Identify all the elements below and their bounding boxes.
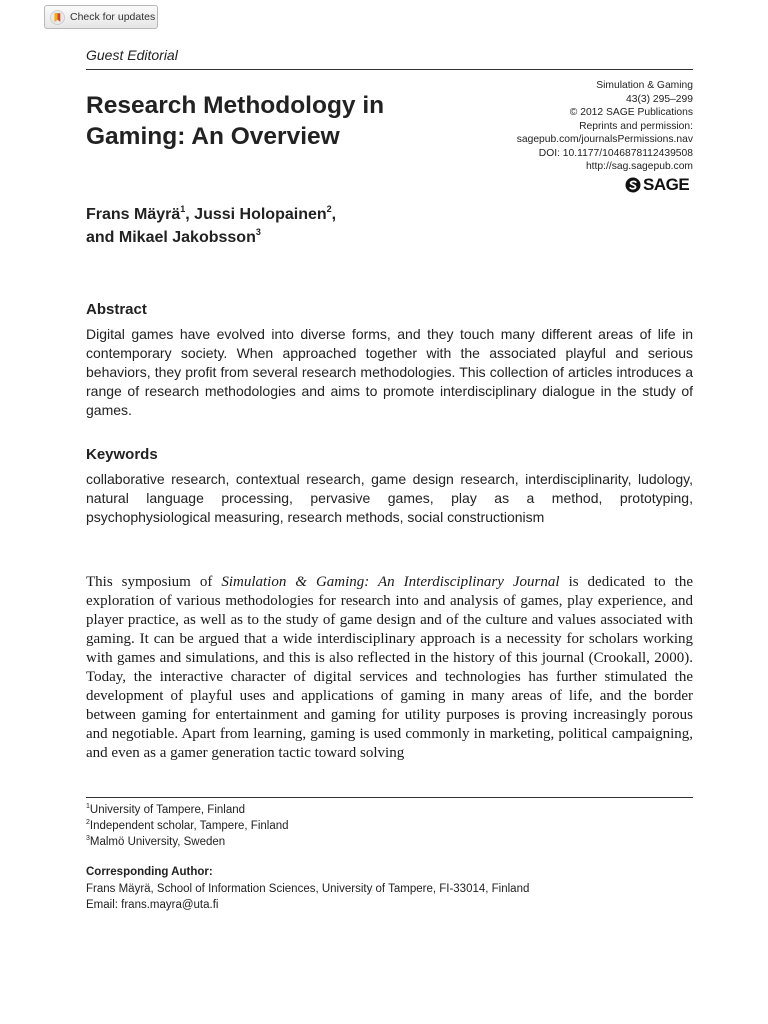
check-for-updates-button[interactable] [44,5,158,29]
body-rest: is dedicated to the exploration of various methodologies for research into and analysis of games, play experience, and player practice, as well as to the study of game design and of the culture and values associated with gaming. It can be argued that a wide interdisciplinary approach is a necessity for scholars working with games and simulations, and this is also reflected in the history of this journal (Crookall, 2000). Today, the interactive character of digital services and technologies has further stimulated the development of playful uses and applications of gaming in many areas of life, and the border between gaming for entertainment and gaming for utility purposes is proving increasingly porous and negotiable. Apart from learning, gaming is used commonly in marketing, political campaigning, and even as a gamer generation tactic toward solving [86,574,693,761]
publication-info [470,79,693,174]
header-rule [86,69,693,70]
affiliation-marker: 2 [326,204,332,214]
check-for-updates-label: Check for updates [70,11,156,23]
keywords-text: collaborative research, contextual research, game design research, interdisciplinarity, ludology, natural language processing, pervasive games, play as a method, prototyping, psychophysiological measuring, research methods, social constructionism [86,471,693,525]
publisher-logo [625,175,689,195]
footnote-number: 3 [86,835,90,842]
footnote-text: University of Tampere, Finland [89,804,246,816]
author-name: Jussi Holopainen [194,206,327,223]
journal-title: Simulation & Gaming: An Interdisciplinary Journal [221,574,560,590]
author-name: and Mikael Jakobsson [86,229,256,246]
title-line: Gaming: An Overview [86,123,340,150]
bookmark-icon [50,10,65,25]
corresponding-address: Frans Mäyrä, School of Information Sciences, University of Tampere, FI-33014, Finland [86,883,530,895]
footnote [86,803,693,819]
journal-name: Simulation & Gaming [596,80,693,91]
keywords-heading: Keywords [86,446,158,463]
author-separator: , [331,206,337,223]
body-paragraph [86,573,693,763]
body-lead: This symposium of [86,574,222,590]
footnote [86,819,693,835]
section-label: Guest Editorial [86,47,178,63]
title-line: Research Methodology in [86,92,385,119]
doi: DOI: 10.1177/1046878112439508 [538,147,693,159]
corresponding-author-label: Corresponding Author: [86,866,213,878]
sage-logo-text: SAGE [643,175,690,194]
journal-url: http://sag.sagepub.com [585,161,693,172]
abstract-text: Digital games have evolved into diverse forms, and they touch many different areas of life in contemporary society. When approached together with the associated playful and serious behaviors, they profit from several research methodologies. This collection of articles introduces a range of research methodologies and aims to promote interdisciplinary dialogue in the study of games. [86,326,693,418]
footnote-text: Independent scholar, Tampere, Finland [89,820,289,832]
copyright: © 2012 SAGE Publications [569,107,693,118]
footnote-number: 1 [86,803,90,810]
corresponding-email[interactable]: Email: frans.mayra@uta.fi [86,899,219,911]
footnote-number: 2 [86,819,90,826]
footnote [86,835,693,851]
footnote-rule [86,797,693,798]
footnote-text: Malmö University, Sweden [89,836,226,848]
volume-pages: 43(3) 295–299 [626,93,693,105]
author-name: Frans Mäyrä [86,206,181,223]
affiliation-marker: 3 [255,227,261,237]
author-list [86,203,586,249]
sage-logo-icon [625,177,641,193]
article-title [86,90,466,152]
abstract-heading: Abstract [86,301,147,318]
reprints-label: Reprints and permission: [579,120,693,132]
affiliation-marker: 1 [180,204,186,214]
author-separator: , [185,206,195,223]
permissions-url: sagepub.com/journalsPermissions.nav [516,134,693,145]
